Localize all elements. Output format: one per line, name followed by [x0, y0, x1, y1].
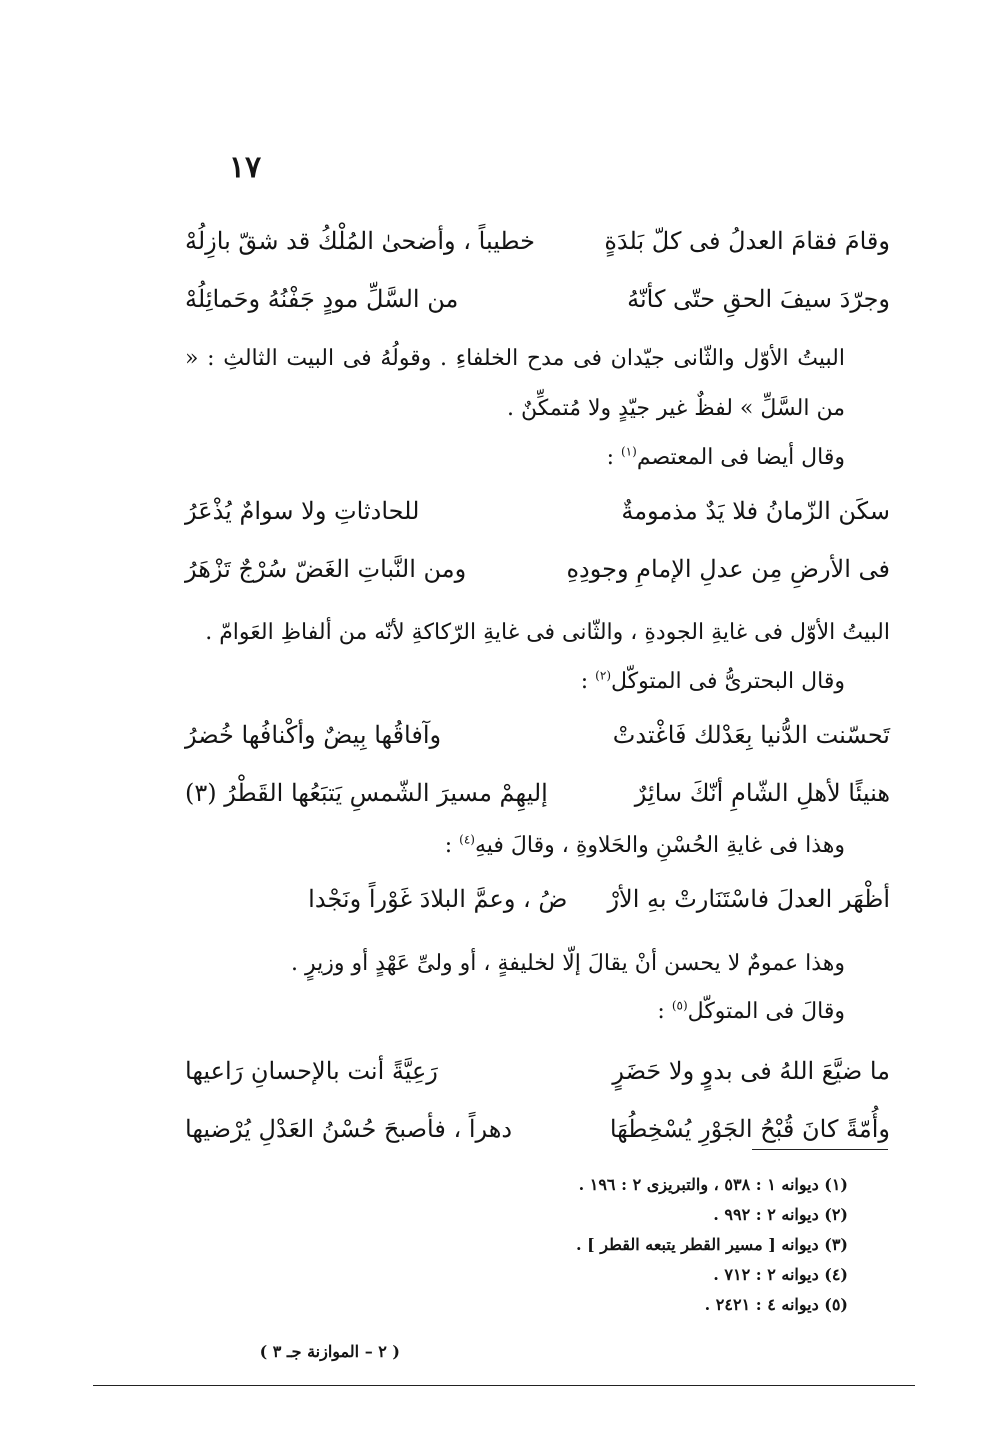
intro-colon: :	[657, 999, 672, 1024]
verse-first-hemistich: هنيئًا لأهلِ الشّامِ أنّكَ سائِرٌ	[634, 779, 890, 807]
footnote-marker: (١)	[620, 444, 637, 459]
commentary-paragraph: وهذا عمومٌ لا يحسن أنْ يقالَ إلّا لخليفةٍ ، أو ولىِّ عَهْدٍ أو وزيرٍ .	[290, 951, 845, 976]
verse-second-hemistich: ومن النَّباتِ الغَضّ سُرْجٌ تَزْهَرُ	[185, 555, 467, 583]
verse-line	[185, 212, 890, 270]
page-number: ١٧	[228, 150, 262, 185]
poem-verses	[185, 870, 890, 928]
verse-second-hemistich: للحادثاتِ ولا سوامٌ يُذْعَرُ	[185, 497, 420, 525]
verse-first-hemistich: تَحسّنت الدُّنيا بِعَدْلك فَاغْتدتْ	[612, 721, 890, 749]
intro-text: وهذا فى غايةِ الحُسْنِ والحَلاوةِ ، وقالَ فيهِ	[474, 833, 845, 858]
intro-colon: :	[606, 445, 621, 470]
footnote-item: (٤) ديوانه ٢ : ٧١٢ .	[713, 1265, 848, 1284]
footnote-item: (٥) ديوانه ٤ : ٢٤٢١ .	[704, 1295, 848, 1314]
verse-second-hemistich: دهراً ، فأصبحَ حُسْنُ العَدْلِ يُرْضيها	[185, 1115, 513, 1143]
footnote-divider	[752, 1149, 888, 1150]
intro-colon: :	[444, 833, 460, 858]
footnote-item: (٢) ديوانه ٢ : ٩٩٢ .	[713, 1205, 848, 1224]
footnote-marker: (٥)	[671, 998, 688, 1013]
verse-line	[185, 540, 890, 598]
footnote-item: (١) ديوانه ١ : ٥٣٨ ، والتبريزى ٢ : ١٩٦ .	[578, 1175, 848, 1194]
footnote-item: (٣) ديوانه [ مسير القطر يتبعه القطر ] .	[576, 1235, 848, 1254]
verse-line	[185, 764, 890, 822]
verse-first-hemistich: وقامَ فقامَ العدلُ فى كلّ بَلدَةٍ	[604, 227, 890, 255]
verse-introduction	[185, 658, 890, 706]
verse-second-hemistich: خطيباً ، وأضحىٰ المُلْكُ قد شقّ بازِلُهْ	[185, 227, 535, 255]
poem-verses	[185, 706, 890, 822]
verse-first-hemistich: فى الأرضِ مِن عدلِ الإمامِ وجودِهِ	[566, 555, 890, 583]
verse-line	[185, 270, 890, 328]
verse-second-hemistich: إليهِمْ مسيرَ الشّمسِ يَتبَعُها القَطْرُ (٣)	[185, 779, 548, 807]
verse-second-hemistich: من السَّلِّ مودٍ جَفْنُهُ وحَمائِلُهْ	[185, 285, 459, 313]
poem-verses	[185, 1042, 890, 1158]
verse-first-hemistich: أظْهَر العدلَ فاسْتَنَارتْ بهِ الأرْ	[607, 885, 890, 913]
verse-introduction	[185, 988, 890, 1036]
bottom-divider	[93, 1385, 915, 1386]
intro-text: وقال أيضا فى المعتصم	[636, 445, 845, 470]
verse-first-hemistich: وأُمّةً كانَ قُبْحُ الجَوْرِ يُسْخِطُهَا	[609, 1115, 890, 1143]
intro-text: وقالَ فى المتوكّل	[687, 999, 845, 1024]
verse-line	[185, 482, 890, 540]
poem-verses	[185, 212, 890, 328]
verse-second-hemistich: ضُ ، وعمَّ البلادَ غَوْراً ونَجْدا	[308, 885, 568, 913]
verse-second-hemistich: وآفاقُها بِيضٌ وأكْنافُها خُضرُ	[185, 721, 442, 749]
commentary-paragraph: البيتُ الأوّل فى غايةِ الجودةِ ، والثّانى فى غايةِ الرّكاكةِ لأنّه من ألفاظِ العَوامّ .	[205, 620, 890, 645]
printer-signature: ( ٢ – الموازنة جـ ٣ )	[259, 1342, 400, 1361]
verse-first-hemistich: ما ضيَّعَ اللهُ فى بدوٍ ولا حَضَرٍ	[612, 1057, 890, 1085]
footnote-marker: (٤)	[459, 832, 475, 847]
verse-introduction	[185, 822, 890, 870]
verse-introduction	[185, 434, 890, 482]
verse-line	[185, 1042, 890, 1100]
page-body	[185, 212, 890, 1158]
poem-verses	[185, 482, 890, 598]
verse-first-hemistich: وجرّدَ سيفَ الحقِ حتّى كأنّهُ	[627, 285, 890, 313]
verse-line	[185, 870, 890, 928]
verse-first-hemistich: سكَن الزّمانُ فلا يَدٌ مذمومةٌ	[621, 497, 890, 525]
verse-second-hemistich: رَعِيَّةً أنت بالإحسانِ رَاعيها	[185, 1057, 438, 1085]
intro-text: وقال البحترىُّ فى المتوكّل	[611, 669, 845, 694]
footnotes	[400, 1170, 848, 1320]
commentary-paragraph: البيتُ الأوّل والثّانى جيّدان فى مدح الخلفاءِ . وقولُهُ فى البيت الثالثِ : « من السَّلِّ » لفظٌ غير جيّدٍ ولا مُتمكِّنٌ .	[185, 346, 845, 421]
verse-line	[185, 706, 890, 764]
footnote-marker: (٢)	[595, 668, 611, 683]
intro-colon: :	[580, 669, 596, 694]
